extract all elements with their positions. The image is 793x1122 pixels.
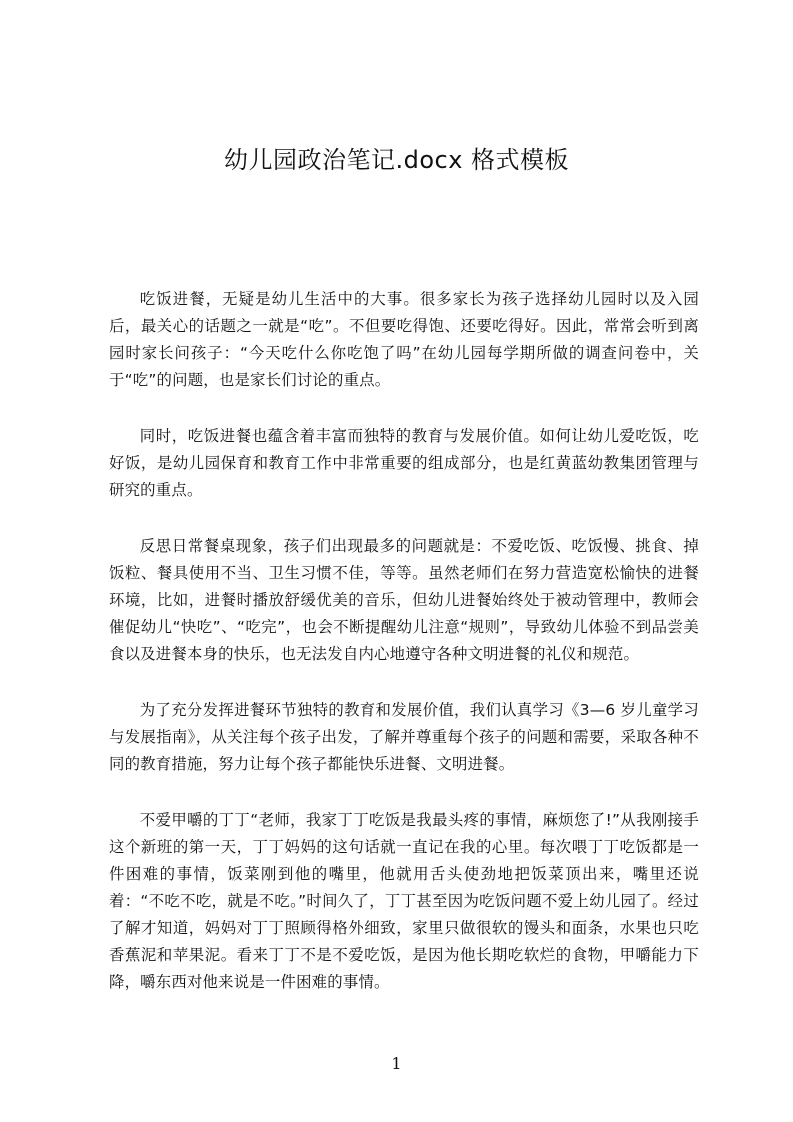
page-number: 1 (391, 1054, 402, 1073)
paragraph-4: 为了充分发挥进餐环节独特的教育和发展价值，我们认真学习《3—6 岁儿童学习与发展指南》，从关注每个孩子出发，了解并尊重每个孩子的问题和需要，采取各种不同的教育措施，努力让每个孩子都能快乐进餐、文明进餐。 (109, 701, 699, 773)
paragraph-1: 吃饭进餐，无疑是幼儿生活中的大事。很多家长为孩子选择幼儿园时以及入园后，最关心的话题之一就是“吃”。不但要吃得饱、还要吃得好。因此，常常会听到离园时家长问孩子：“今天吃什么你吃饱了吗”在幼儿园每学期所做的调查问卷中，关于“吃”的问题，也是家长们讨论的重点。 (109, 290, 699, 389)
paragraph-2: 同时，吃饭进餐也蕴含着丰富而独特的教育与发展价值。如何让幼儿爱吃饭，吃好饭，是幼儿园保育和教育工作中非常重要的组成部分，也是红黄蓝幼教集团管理与研究的重点。 (109, 427, 699, 499)
paragraph-3: 反思日常餐桌现象，孩子们出现最多的问题就是：不爱吃饭、吃饭慢、挑食、掉饭粒、餐具使用不当、卫生习惯不佳，等等。虽然老师们在努力营造宽松愉快的进餐环境，比如，进餐时播放舒缓优美的音乐，但幼儿进餐始终处于被动管理中，教师会催促幼儿“快吃”、“吃完”，也会不断提醒幼儿注意“规则”，导致幼儿体验不到品尝美食以及进餐本身的快乐，也无法发自内心地遵守各种文明进餐的礼仪和规范。 (109, 537, 699, 663)
document-body (109, 286, 699, 1025)
paragraph-5: 不爱甲嚼的丁丁“老师，我家丁丁吃饭是我最头疼的事情，麻烦您了!”从我刚接手这个新班的第一天，丁丁妈妈的这句话就一直记在我的心里。每次喂丁丁吃饭都是一件困难的事情，饭菜刚到他的嘴里，他就用舌头使劲地把饭菜顶出来，嘴里还说着：“不吃不吃，就是不吃。”时间久了，丁丁甚至因为吃饭问题不爱上幼儿园了。经过了解才知道，妈妈对丁丁照顾得格外细致，家里只做很软的馒头和面条，水果也只吃香蕉泥和苹果泥。看来丁丁不是不爱吃饭，是因为他长期吃软烂的食物，甲嚼能力下降，嚼东西对他来说是一件困难的事情。 (109, 811, 699, 991)
document-title: 幼儿园政治笔记.docx 格式模板 (223, 146, 570, 174)
